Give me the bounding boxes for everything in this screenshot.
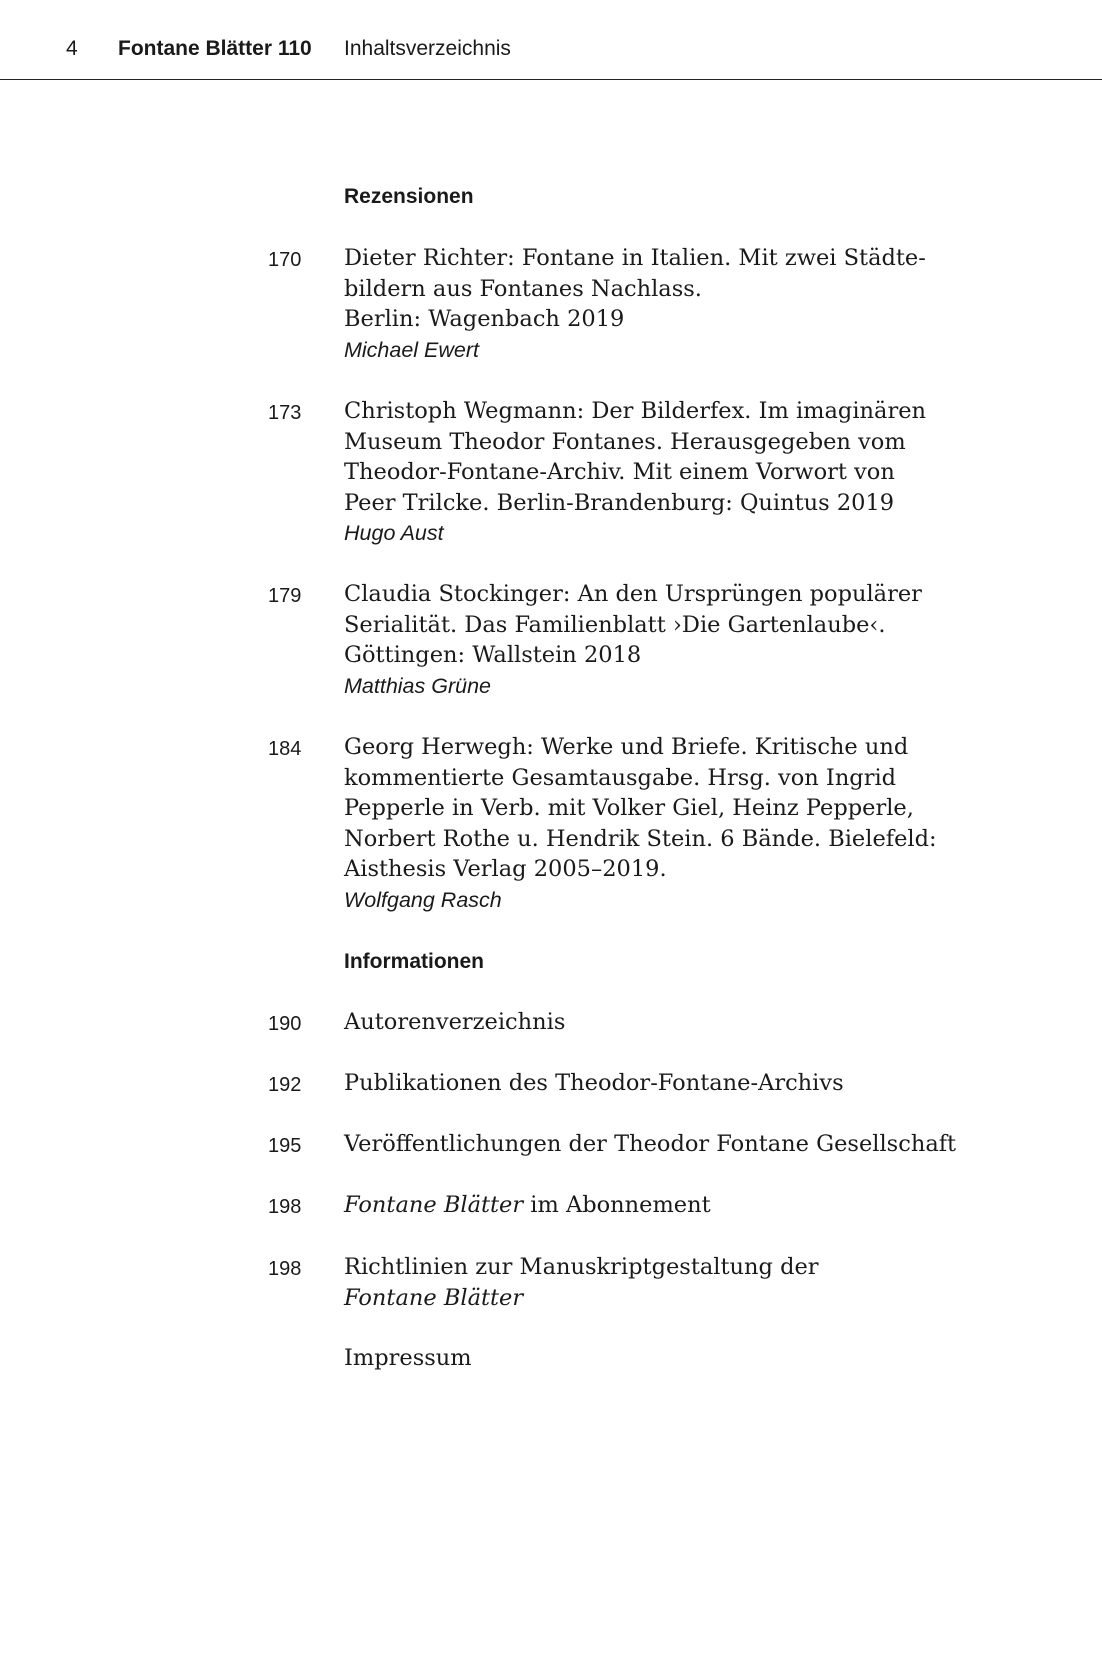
info-entry: Publikationen des Theodor-Fontane-Archivs	[344, 1070, 844, 1096]
entry-page-number: 195	[268, 1135, 302, 1157]
entry-line: Christoph Wegmann: Der Bilderfex. Im imaginären	[344, 398, 927, 424]
section-heading-informationen: Informationen	[344, 950, 484, 973]
info-entry	[344, 1252, 994, 1313]
impressum-entry: Impressum	[344, 1345, 472, 1371]
reviewer-name: Michael Ewert	[344, 337, 480, 362]
entry-line: Theodor-Fontane-Archiv. Mit einem Vorwort von	[344, 459, 895, 485]
journal-title-italic: Fontane Blätter	[344, 1192, 524, 1218]
entry-text: im Abonnement	[523, 1192, 711, 1218]
entry-page-number: 179	[268, 585, 302, 607]
section-heading-rezensionen: Rezensionen	[344, 185, 474, 208]
info-entry: Autorenverzeichnis	[344, 1009, 566, 1035]
entry-line: Serialität. Das Familienblatt ›Die Gartenlaube‹.	[344, 611, 886, 638]
entry-page-number: 173	[268, 402, 302, 424]
entry-line: Göttingen: Wallstein 2018	[344, 642, 642, 668]
info-entry: Veröffentlichungen der Theodor Fontane Gesellschaft	[344, 1131, 957, 1157]
section-title: Inhaltsverzeichnis	[344, 37, 511, 60]
journal-title: Fontane Blätter 110	[118, 37, 312, 60]
review-entry	[344, 243, 994, 365]
entry-line: Georg Herwegh: Werke und Briefe. Kritische und	[344, 734, 909, 760]
review-entry	[344, 732, 994, 915]
entry-line: Claudia Stockinger: An den Ursprüngen populärer	[344, 581, 922, 607]
entry-line: Aisthesis Verlag 2005–2019.	[344, 856, 667, 882]
entry-line: Berlin: Wagenbach 2019	[344, 306, 625, 332]
reviewer-name: Wolfgang Rasch	[344, 887, 502, 912]
entry-line: bildern aus Fontanes Nachlass.	[344, 275, 702, 302]
entry-line: Richtlinien zur Manuskriptgestaltung der	[344, 1254, 819, 1280]
entry-line: Dieter Richter: Fontane in Italien. Mit zwei Städte-	[344, 245, 926, 271]
entry-page-number: 170	[268, 249, 302, 271]
entry-page-number: 192	[268, 1074, 302, 1096]
entry-page-number: 190	[268, 1013, 302, 1035]
entry-line: Norbert Rothe u. Hendrik Stein. 6 Bände. Bielefeld:	[344, 825, 937, 852]
entry-line: Pepperle in Verb. mit Volker Giel, Heinz Pepperle,	[344, 795, 914, 821]
entry-line: Peer Trilcke. Berlin-Brandenburg: Quintus 2019	[344, 489, 895, 516]
entry-line: kommentierte Gesamtausgabe. Hrsg. von Ingrid	[344, 764, 897, 791]
reviewer-name: Hugo Aust	[344, 521, 444, 545]
journal-title-italic: Fontane Blätter	[344, 1284, 524, 1311]
review-entry	[344, 579, 994, 701]
running-header	[0, 0, 1102, 80]
entry-line: Museum Theodor Fontanes. Herausgegeben vom	[344, 428, 906, 455]
review-entry	[344, 396, 994, 549]
entry-page-number: 184	[268, 738, 302, 760]
entry-page-number: 198	[268, 1258, 302, 1280]
info-entry	[344, 1190, 994, 1221]
page-number: 4	[66, 37, 78, 60]
reviewer-name: Matthias Grüne	[344, 673, 491, 698]
entry-page-number: 198	[268, 1196, 302, 1218]
